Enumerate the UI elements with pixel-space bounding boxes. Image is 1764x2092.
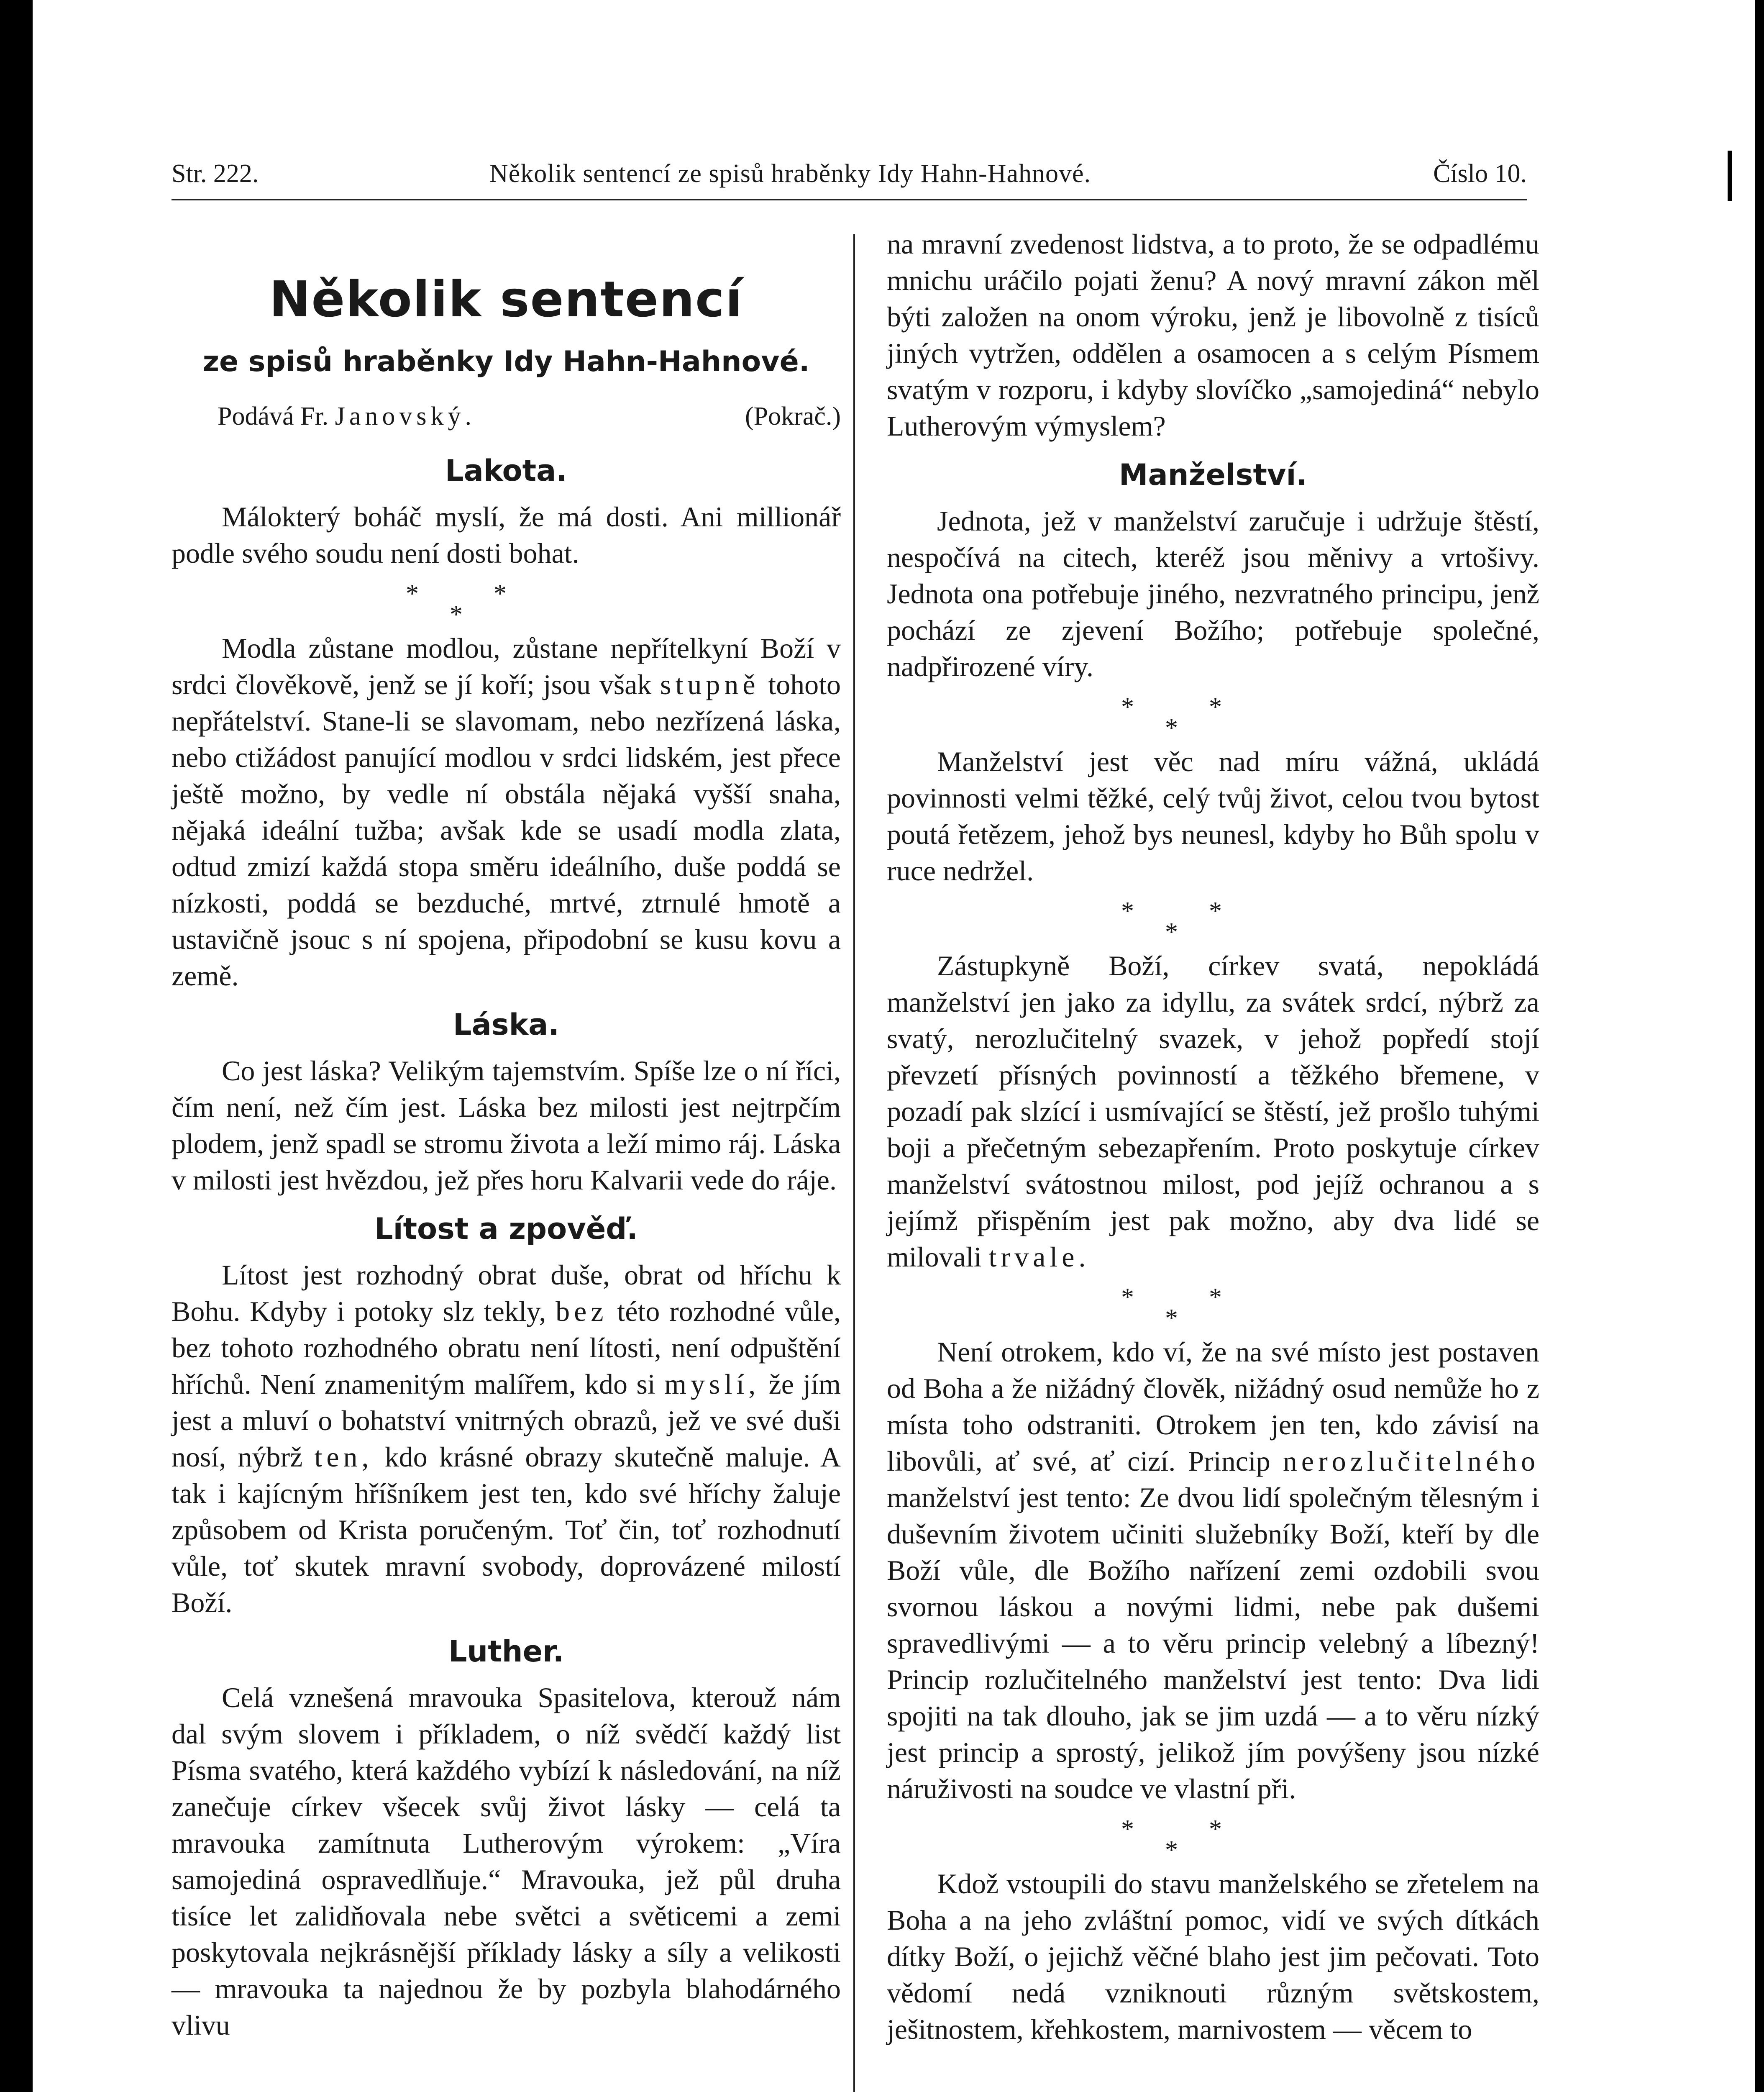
right-column [887,226,1539,2048]
paragraph-luther: Celá vznešená mravouka Spasitelova, kterouž nám dal svým slovem i příkladem, o níž svědčí každý list Písma svatého, která každého vybízí k následování, na níž zanečuje církev všecek svůj život lásky — celá ta mravouka zamítnuta Lutherovým výrokem: „Víra samojediná ospravedlňuje.“ Mravouka, jež půl druha tisíce let zalidňovala nebe světci a světicemi a zemi poskytovala nejkrásnější příklady lásky a síly a velikosti — mravouka ta najednou že by pozbyla blahodárného vlivu [172,1682,841,2041]
paragraph-manzelstvi-4: Není otrokem, kdo ví, že na své místo jest postaven od Boha a že nižádný člověk, nižádný osud nemůže ho z místa toho odstraniti. Otrokem jen ten, kdo závisí na libovůli, ať své, ať cizí. Princip nerozlučitelného manželství jest tento: Ze dvou lidí společným tělesným i duševním životem učiniti služebníky Boží, kteří by dle Boží vůle, dle Božího nařízení zemi ozdobili svou svornou láskou a novými lidmi, nebe pak dušemi spravedlivými — a to věru princip velebný a líbezný! Princip rozlučitelného manželství jest tento: Dva lidi spojiti na tak dlouho, jak se jim uzdá — a to věru nízký jest princip a sprostý, jelikož jím povýšeny jsou nízké náruživosti na soudce ve vlastní při. [887,1336,1540,1805]
star-glyph: * [1121,897,1134,926]
heading-manzelstvi: Manželství. [1119,458,1308,492]
heading-laska: Láska. [453,1008,559,1042]
scan-border-right [1755,0,1764,2092]
byline-author: Janovský. [335,402,476,431]
separator-stars [887,893,1539,946]
star-glyph: * [1121,1283,1134,1312]
emphasis: trvale. [988,1241,1090,1273]
star-glyph: * [1209,1815,1222,1843]
paragraph-lakota: Málokterý boháč myslí, že má dosti. Ani millionář podle svého soudu není dosti bohat. [172,501,841,569]
star-glyph: * [1209,693,1222,721]
separator-stars [887,689,1539,742]
paragraph-manzelstvi-2: Manželství jest věc nad míru vážná, ukládá povinnosti velmi těžké, celý tvůj život, celou tvou bytost poutá řetězem, jehož bys neunesl, kdyby ho Bůh spolu v ruce nedržel. [887,746,1539,887]
separator-stars [887,1279,1539,1333]
column-divider [853,234,855,2092]
emphasis: stupně [660,669,760,700]
paragraph-manzelstvi-5: Kdož vstoupili do stavu manželského se zřetelem na Boha a na jeho zvláštní pomoc, vidí ve svých dítkách dítky Boží, o jejichž věčné blaho jest jim pečovati. Toto vědomí nedá vzniknouti různým světskostem, ješitnostem, křehkostem, marnivostem — věcem to [887,1868,1539,2045]
emphasis: bez [556,1295,608,1327]
star-glyph: * [1209,1283,1222,1312]
page-number: Str. 222. [172,159,259,188]
paragraph-luther-continued: na mravní zvedenost lidstva, a to proto, že se odpadlému mnichu uráčilo pojati ženu? A nový mravní zákon měl býti založen na onom výroku, jenž je libovolně z tisíců jiných vytržen, oddělen a osamocen a s celým Písmem svatým v rozporu, i kdyby slovíčko „samojediná“ nebylo Lutherovým výmyslem? [887,228,1539,442]
star-glyph: * [494,579,507,608]
emphasis: nerozlučitelného [1283,1445,1540,1477]
star-glyph: * [1209,897,1222,926]
byline-author-line [218,397,476,435]
paragraph-manzelstvi-1: Jednota, jež v manželství zaručuje i udržuje štěstí, nespočívá na citech, kteréž jsou měnivy a vrtošivy. Jednota ona potřebuje jiného, nezvratného principu, jenž pochází ze zjevení Božího; potřebuje společné, nadpřirozené víry. [887,505,1539,682]
star-glyph: * [1121,1815,1134,1843]
emphasis: ten, [314,1441,373,1473]
byline-continued: (Pokrač.) [745,402,841,431]
star-glyph: * [406,579,419,608]
scan-border-left [0,0,33,2092]
star-glyph: * [1165,1836,1178,1864]
heading-litost: Lítost a zpověď. [374,1212,638,1246]
star-glyph: * [1165,1304,1178,1333]
page-header [172,159,1527,197]
header-rule [172,199,1527,200]
paragraph-laska: Co jest láska? Velikým tajemstvím. Spíše lze o ní říci, čím není, než čím jest. Láska bez milosti jest nejtrpčím plodem, jenž spadl se stromu života a leží mimo ráj. Láska v milosti jest hvězdou, jež přes horu Kalvarii vede do ráje. [172,1055,841,1196]
star-glyph: * [1165,918,1178,946]
heading-lakota: Lakota. [445,454,567,488]
paragraph-modla: Modla zůstane modlou, zůstane nepřítelkyní Boží v srdci člověkově, jenž se jí koří; jsou však stupně tohoto nepřátelství. Stane-li se slavomam, nebo nezřízená láska, nebo ctižádost panující modlou v srdci lidském, jest přece ještě možno, by vedle ní obstála nějaká vyšší snaha, nějaká ideální tužba; avšak kde se usadí modla zlata, odtud zmizí každá stopa směru ideálního, duše poddá se nízkosti, poddá se bezduché, mrtvé, ztrnulé hmotě a ustavičně jsouc s ní spojena, připodobní se kusu kovu a země. [172,632,841,992]
scan-edge-mark [1728,151,1732,201]
byline-prefix: Podává Fr. [218,402,329,431]
star-glyph: * [1165,714,1178,742]
article-subtitle: ze spisů hraběnky Idy Hahn-Hahnové. [202,345,810,378]
star-glyph: * [1121,693,1134,721]
heading-luther: Luther. [448,1634,564,1669]
paragraph-manzelstvi-3: Zástupkyně Boží, církev svatá, nepokládá manželství jen jako za idyllu, za svátek srdcí, nýbrž za svatý, nerozlučitelný svazek, v jehož popředí stojí převzetí přísných povinností a těžkého břemene, v pozadí pak slzící i usmívající se štěstí, jež prošlo tuhými boji a přečetným sebezapřením. Proto poskytuje církev manželství svátostnou milost, pod jejíž ochranou a s jejímž přispěním jest pak možno, aby dva lidé se milovali trvale. [887,950,1539,1273]
separator-stars [172,576,841,629]
left-column [172,226,841,2043]
separator-stars [887,1811,1539,1864]
paragraph-litost: Lítost jest rozhodný obrat duše, obrat od hříchu k Bohu. Kdyby i potoky slz tekly, bez této rozhodné vůle, bez tohoto rozhodného obratu není lítosti, není odpuštění hříchů. Není znamenitým malířem, kdo si myslí, že jím jest a mluví o bohatství vnitrných obrazů, jež ve své duši nosí, nýbrž ten, kdo krásné obrazy skutečně maluje. A tak i kajícným hříšníkem jest ten, kdo své hříchy žaluje způsobem od Krista poručeným. Toť čin, toť rozhodnutí vůle, toť skutek mravní svobody, doprovázené milostí Boží. [172,1259,841,1618]
issue-number: Číslo 10. [1433,159,1527,188]
emphasis: myslí, [664,1368,760,1400]
running-title: Několik sentencí ze spisů hraběnky Idy Hahn-Hahnové. [489,159,1091,188]
star-glyph: * [450,600,463,629]
byline [218,397,841,435]
article-title: Několik sentencí [269,270,743,328]
